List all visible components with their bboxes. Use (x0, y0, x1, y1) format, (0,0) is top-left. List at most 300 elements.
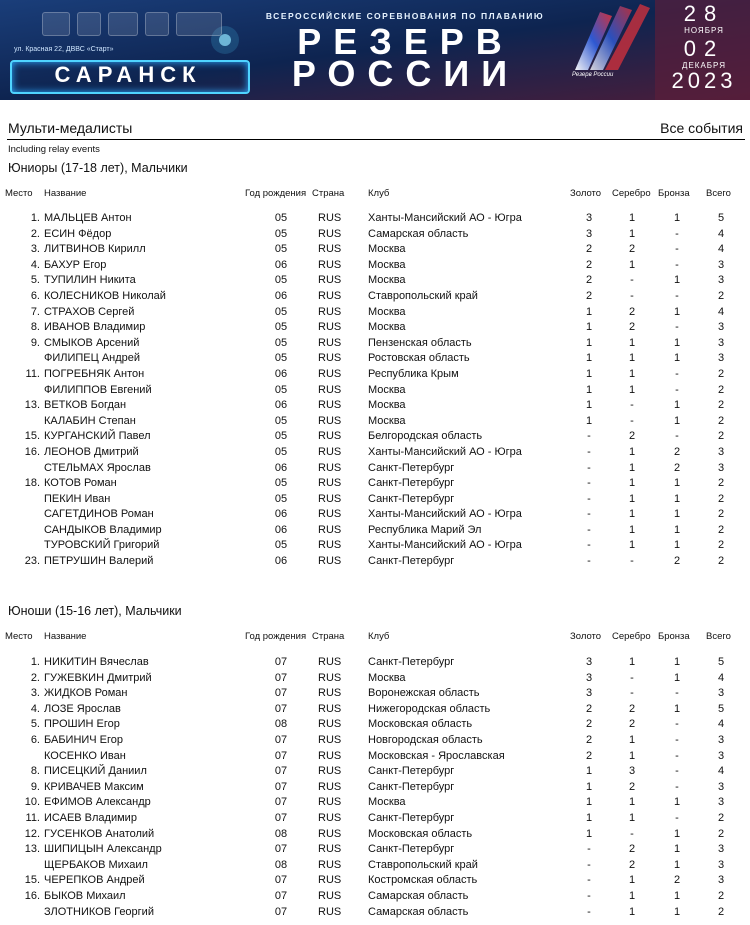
cell-club: Московская область (368, 718, 473, 731)
cell-name: ПРОШИН Егор (44, 718, 120, 731)
partner-logos (42, 12, 222, 36)
cell-country: RUS (318, 508, 342, 521)
table-row (0, 890, 750, 906)
cell-club: Санкт-Петербург (368, 492, 455, 505)
cell-year: 07 (274, 702, 288, 715)
cell-year: 07 (274, 796, 288, 809)
cell-year: 07 (274, 889, 288, 902)
cell-bronze: - (675, 430, 679, 443)
cell-gold: 3 (585, 687, 593, 700)
cell-bronze: 1 (673, 539, 681, 552)
table-row (0, 781, 750, 797)
cell-year: 05 (274, 321, 288, 334)
cell-club: Москва (368, 671, 406, 684)
cell-club: Санкт-Петербург (368, 656, 455, 668)
medalist-table (0, 212, 750, 571)
cell-total: 3 (717, 336, 725, 349)
cell-place: 10. (24, 796, 40, 809)
table-row (0, 765, 750, 781)
cell-year: 07 (274, 811, 288, 824)
cell-bronze: 2 (673, 445, 681, 458)
table-row (0, 843, 750, 859)
table-row (0, 259, 750, 275)
cell-club: Самарская область (368, 889, 469, 902)
cell-name: САНДЫКОВ Владимир (44, 523, 162, 536)
cell-silver: 1 (628, 539, 636, 552)
cell-country: RUS (318, 414, 342, 427)
cell-gold: - (587, 492, 591, 505)
cell-country: RUS (318, 555, 342, 568)
cell-country: RUS (318, 765, 342, 778)
cell-club: Москва (368, 414, 406, 427)
cell-total: 2 (717, 367, 725, 380)
cell-country: RUS (318, 399, 342, 412)
cell-silver: - (630, 399, 634, 412)
cell-country: RUS (318, 305, 342, 318)
cell-place: 11. (25, 367, 40, 380)
cell-silver: 1 (628, 383, 636, 396)
cell-name: ШИПИЦЫН Александр (44, 843, 162, 856)
venue-address: ул. Красная 22, ДВВС «Старт» (14, 46, 114, 53)
cell-bronze: 1 (673, 274, 681, 287)
cell-silver: 2 (628, 843, 636, 856)
cell-silver: - (630, 687, 634, 700)
flag-logo-icon (77, 12, 101, 36)
cell-year: 08 (274, 858, 288, 871)
cell-place: 16. (24, 889, 40, 902)
cell-place: 12. (24, 827, 40, 840)
cell-year: 08 (274, 827, 288, 840)
cell-total: 2 (717, 508, 725, 521)
cell-year: 07 (274, 687, 288, 700)
cell-gold: - (587, 430, 591, 443)
cell-country: RUS (318, 858, 342, 871)
col-header-place: Место (5, 188, 33, 199)
cell-country: RUS (318, 336, 342, 349)
cell-club: Санкт-Петербург (368, 780, 455, 793)
cell-gold: 1 (585, 811, 593, 824)
cell-club: Нижегородская область (368, 702, 491, 715)
cell-name: СТРАХОВ Сергей (44, 305, 135, 318)
cell-silver: 1 (628, 461, 636, 474)
cell-name: КРИВАЧЕВ Максим (44, 780, 144, 793)
table-row (0, 812, 750, 828)
report-title: Мульти-медалисты (8, 120, 133, 136)
cell-gold: - (587, 461, 591, 474)
col-header-bronze: Бронза (658, 188, 690, 199)
table-row (0, 796, 750, 812)
cell-club: Москва (368, 796, 406, 809)
cell-place: 13. (24, 399, 40, 412)
cell-gold: 2 (585, 733, 593, 746)
cell-bronze: 1 (673, 336, 681, 349)
emblem-logo-icon (145, 12, 169, 36)
cell-gold: 3 (585, 212, 593, 224)
cell-bronze: 1 (673, 477, 681, 490)
section-title: Юниоры (17-18 лет), Мальчики (8, 161, 188, 175)
cell-year: 07 (274, 780, 288, 793)
cell-place: 3. (30, 243, 40, 256)
cell-silver: 1 (628, 656, 636, 668)
cell-place: 1. (30, 656, 40, 668)
cell-total: 2 (717, 905, 725, 918)
date-end-month: ДЕКАБРЯ (682, 61, 726, 70)
cell-country: RUS (318, 227, 342, 240)
col-header-name: Название (44, 631, 87, 642)
cell-bronze: 1 (673, 889, 681, 902)
cell-name: ЕСИН Фёдор (44, 227, 112, 240)
cell-total: 5 (717, 212, 725, 224)
table-row (0, 718, 750, 734)
cell-total: 4 (717, 765, 725, 778)
cell-bronze: 2 (673, 555, 681, 568)
cell-year: 07 (274, 749, 288, 762)
cell-gold: 1 (585, 399, 593, 412)
cell-place: 6. (30, 289, 40, 302)
cell-year: 06 (274, 555, 288, 568)
city-name: САРАНСК (54, 62, 202, 87)
cell-bronze: - (675, 289, 679, 302)
cell-gold: 1 (585, 414, 593, 427)
cell-name: ЧЕРЕПКОВ Андрей (44, 874, 145, 887)
cell-total: 2 (717, 289, 725, 302)
cell-year: 05 (274, 477, 288, 490)
cell-bronze: 1 (673, 212, 681, 224)
sponsor-logo-icon (108, 12, 138, 36)
cell-club: Ханты-Мансийский АО - Югра (368, 212, 522, 224)
cell-country: RUS (318, 827, 342, 840)
table-row (0, 321, 750, 337)
col-header-club: Клуб (368, 188, 390, 199)
cell-name: СМЫКОВ Арсений (44, 336, 140, 349)
cell-total: 4 (717, 243, 725, 256)
col-header-year: Год рождения (245, 631, 307, 642)
report-events-filter: Все события (660, 120, 743, 136)
cell-club: Москва (368, 274, 406, 287)
cell-country: RUS (318, 718, 342, 731)
cell-club: Пензенская область (368, 336, 472, 349)
cell-club: Санкт-Петербург (368, 765, 455, 778)
cell-gold: 3 (585, 227, 593, 240)
cell-club: Ханты-Мансийский АО - Югра (368, 445, 522, 458)
cell-club: Москва (368, 243, 406, 256)
cell-silver: 1 (628, 367, 636, 380)
cell-gold: 3 (585, 656, 593, 668)
cell-year: 06 (274, 461, 288, 474)
table-row (0, 228, 750, 244)
report-note: Including relay events (8, 144, 100, 155)
cell-country: RUS (318, 811, 342, 824)
cell-country: RUS (318, 274, 342, 287)
cell-name: КАЛАБИН Степан (44, 414, 136, 427)
cell-club: Санкт-Петербург (368, 477, 455, 490)
cell-total: 2 (717, 383, 725, 396)
date-end-day: 02 (683, 36, 725, 61)
cell-gold: 1 (585, 765, 593, 778)
cell-name: ФИЛИППОВ Евгений (44, 383, 152, 396)
cell-name: ЛЕОНОВ Дмитрий (44, 445, 139, 458)
cell-name: БАХУР Егор (44, 258, 107, 271)
cell-bronze: 1 (673, 671, 681, 684)
cell-country: RUS (318, 477, 342, 490)
table-row (0, 906, 750, 922)
cell-bronze: - (675, 258, 679, 271)
cell-gold: 2 (585, 702, 593, 715)
cell-name: ТУРОВСКИЙ Григорий (44, 539, 160, 552)
table-row (0, 290, 750, 306)
cell-silver: 2 (628, 430, 636, 443)
cell-gold: - (587, 523, 591, 536)
col-header-place: Место (5, 631, 33, 642)
cell-country: RUS (318, 258, 342, 271)
cell-club: Новгородская область (368, 733, 483, 746)
cell-place: 4. (30, 702, 40, 715)
cell-bronze: - (675, 811, 679, 824)
cell-year: 05 (274, 414, 288, 427)
cell-name: КОСЕНКО Иван (44, 749, 126, 762)
cell-total: 2 (717, 889, 725, 902)
table-row (0, 430, 750, 446)
cell-total: 3 (717, 858, 725, 871)
cell-silver: - (630, 414, 634, 427)
cell-country: RUS (318, 212, 342, 224)
cell-total: 5 (717, 656, 725, 668)
cell-club: Самарская область (368, 905, 469, 918)
cell-gold: 2 (585, 289, 593, 302)
cell-name: ГУЖЕВКИН Дмитрий (44, 671, 152, 684)
col-header-gold: Золото (570, 188, 602, 199)
cell-country: RUS (318, 383, 342, 396)
cell-gold: - (587, 555, 591, 568)
cell-gold: 3 (585, 671, 593, 684)
cell-bronze: 1 (673, 414, 681, 427)
cell-total: 4 (717, 227, 725, 240)
cell-total: 2 (717, 477, 725, 490)
cell-silver: 3 (628, 765, 636, 778)
cell-place: 13. (24, 843, 40, 856)
cell-country: RUS (318, 796, 342, 809)
table-row (0, 524, 750, 540)
cell-bronze: 1 (673, 352, 681, 365)
cell-club: Республика Крым (368, 367, 459, 380)
cell-gold: - (587, 445, 591, 458)
cell-total: 2 (717, 430, 725, 443)
cell-total: 4 (717, 305, 725, 318)
cell-gold: 1 (585, 796, 593, 809)
cell-bronze: - (675, 765, 679, 778)
cell-total: 2 (717, 492, 725, 505)
cell-club: Воронежская область (368, 687, 480, 700)
cell-place: 9. (30, 336, 40, 349)
col-header-bronze: Бронза (658, 631, 690, 642)
cell-bronze: - (675, 227, 679, 240)
cell-country: RUS (318, 656, 342, 668)
cell-silver: 1 (628, 796, 636, 809)
cell-place: 16. (24, 445, 40, 458)
cell-total: 4 (717, 671, 725, 684)
cell-club: Московская область (368, 827, 473, 840)
cell-silver: 1 (628, 508, 636, 521)
cell-club: Москва (368, 305, 406, 318)
date-start-month: НОЯБРЯ (684, 26, 724, 35)
cell-year: 07 (274, 843, 288, 856)
table-row (0, 493, 750, 509)
cell-club: Костромская область (368, 874, 478, 887)
event-subtitle: ВСЕРОССИЙСКИЕ СОРЕВНОВАНИЯ ПО ПЛАВАНИЮ (265, 11, 545, 21)
cell-year: 05 (274, 274, 288, 287)
cell-name: ГУСЕНКОВ Анатолий (44, 827, 155, 840)
cell-name: ЗЛОТНИКОВ Георгий (44, 905, 154, 918)
col-header-club: Клуб (368, 631, 390, 642)
cell-silver: - (630, 555, 634, 568)
cell-silver: - (630, 827, 634, 840)
cell-country: RUS (318, 733, 342, 746)
cell-total: 3 (717, 274, 725, 287)
cell-silver: 2 (628, 321, 636, 334)
cell-club: Республика Марий Эл (368, 523, 482, 536)
cell-year: 06 (274, 289, 288, 302)
cell-country: RUS (318, 461, 342, 474)
cell-place: 6. (30, 733, 40, 746)
date-start-day: 28 (683, 1, 725, 26)
cell-total: 3 (717, 749, 725, 762)
cell-club: Ханты-Мансийский АО - Югра (368, 539, 522, 552)
cell-year: 06 (274, 399, 288, 412)
cell-place: 9. (30, 780, 40, 793)
cell-bronze: 1 (673, 702, 681, 715)
cell-club: Санкт-Петербург (368, 461, 455, 474)
cell-bronze: - (675, 780, 679, 793)
cell-year: 05 (274, 492, 288, 505)
cell-place: 4. (30, 258, 40, 271)
cell-bronze: 1 (673, 492, 681, 505)
cell-total: 3 (717, 874, 725, 887)
cell-silver: 1 (628, 889, 636, 902)
cell-place: 11. (25, 811, 40, 824)
cell-country: RUS (318, 687, 342, 700)
cell-bronze: - (675, 687, 679, 700)
cell-club: Самарская область (368, 227, 469, 240)
cell-year: 06 (274, 258, 288, 271)
cell-country: RUS (318, 874, 342, 887)
cell-gold: - (587, 508, 591, 521)
cell-name: БЫКОВ Михаил (44, 889, 126, 902)
cell-silver: 1 (628, 733, 636, 746)
cell-silver: 1 (628, 477, 636, 490)
cell-total: 2 (717, 414, 725, 427)
cell-bronze: 1 (673, 796, 681, 809)
event-title-line1: РЕЗЕРВ (297, 21, 514, 62)
cell-total: 2 (717, 539, 725, 552)
cell-name: КОЛЕСНИКОВ Николай (44, 289, 166, 302)
cell-year: 05 (274, 336, 288, 349)
cell-place: 7. (30, 305, 40, 318)
cell-silver: 1 (628, 227, 636, 240)
cell-total: 5 (717, 702, 725, 715)
col-header-silver: Серебро (612, 631, 651, 642)
cell-club: Санкт-Петербург (368, 843, 455, 856)
cell-silver: 1 (628, 258, 636, 271)
cell-bronze: 2 (673, 461, 681, 474)
col-header-total: Всего (706, 631, 731, 642)
cell-club: Москва (368, 383, 406, 396)
table-row (0, 274, 750, 290)
cell-silver: - (630, 671, 634, 684)
cell-bronze: 1 (673, 905, 681, 918)
cell-place: 23. (24, 555, 40, 568)
cell-country: RUS (318, 523, 342, 536)
cell-bronze: 1 (673, 305, 681, 318)
col-header-name: Название (44, 188, 87, 199)
cell-gold: 1 (585, 352, 593, 365)
cell-country: RUS (318, 843, 342, 856)
cell-silver: 1 (628, 212, 636, 224)
cell-club: Ставропольский край (368, 289, 478, 302)
cell-gold: 2 (585, 243, 593, 256)
cell-silver: - (630, 289, 634, 302)
cell-name: ИСАЕВ Владимир (44, 811, 137, 824)
cell-silver: 1 (628, 445, 636, 458)
table-row (0, 399, 750, 415)
cell-year: 05 (274, 227, 288, 240)
table-row (0, 508, 750, 524)
cell-place: 15. (24, 430, 40, 443)
table-row (0, 352, 750, 368)
cell-year: 07 (274, 733, 288, 746)
cell-gold: 1 (585, 321, 593, 334)
cell-name: МАЛЬЦЕВ Антон (44, 212, 132, 224)
cell-silver: 1 (628, 523, 636, 536)
table-row (0, 687, 750, 703)
table-row (0, 446, 750, 462)
table-row (0, 555, 750, 571)
cell-country: RUS (318, 430, 342, 443)
cell-silver: 1 (628, 811, 636, 824)
cell-silver: 2 (628, 702, 636, 715)
col-header-gold: Золото (570, 631, 602, 642)
cell-silver: 1 (628, 492, 636, 505)
cell-year: 05 (274, 212, 288, 224)
cell-silver: 1 (628, 749, 636, 762)
table-row (0, 703, 750, 719)
cell-gold: 1 (585, 336, 593, 349)
cell-total: 2 (717, 811, 725, 824)
table-row (0, 384, 750, 400)
cell-year: 07 (274, 656, 288, 668)
section-title: Юноши (15-16 лет), Мальчики (8, 604, 182, 618)
cell-year: 08 (274, 718, 288, 731)
table-row (0, 337, 750, 353)
event-title-line2: РОССИИ (291, 53, 520, 94)
cell-year: 07 (274, 671, 288, 684)
cell-club: Москва (368, 321, 406, 334)
cell-year: 05 (274, 305, 288, 318)
cell-silver: 1 (628, 874, 636, 887)
cell-year: 05 (274, 539, 288, 552)
cell-name: ФИЛИПЕЦ Андрей (44, 352, 141, 365)
cell-name: ЖИДКОВ Роман (44, 687, 128, 700)
cell-name: КУРГАНСКИЙ Павел (44, 430, 151, 443)
col-header-year: Год рождения (245, 188, 307, 199)
cell-silver: - (630, 274, 634, 287)
cell-country: RUS (318, 445, 342, 458)
table-row (0, 874, 750, 890)
cell-bronze: - (675, 367, 679, 380)
cell-gold: - (587, 843, 591, 856)
cell-name: ЛОЗЕ Ярослав (44, 702, 121, 715)
cell-gold: 2 (585, 749, 593, 762)
cell-total: 3 (717, 258, 725, 271)
